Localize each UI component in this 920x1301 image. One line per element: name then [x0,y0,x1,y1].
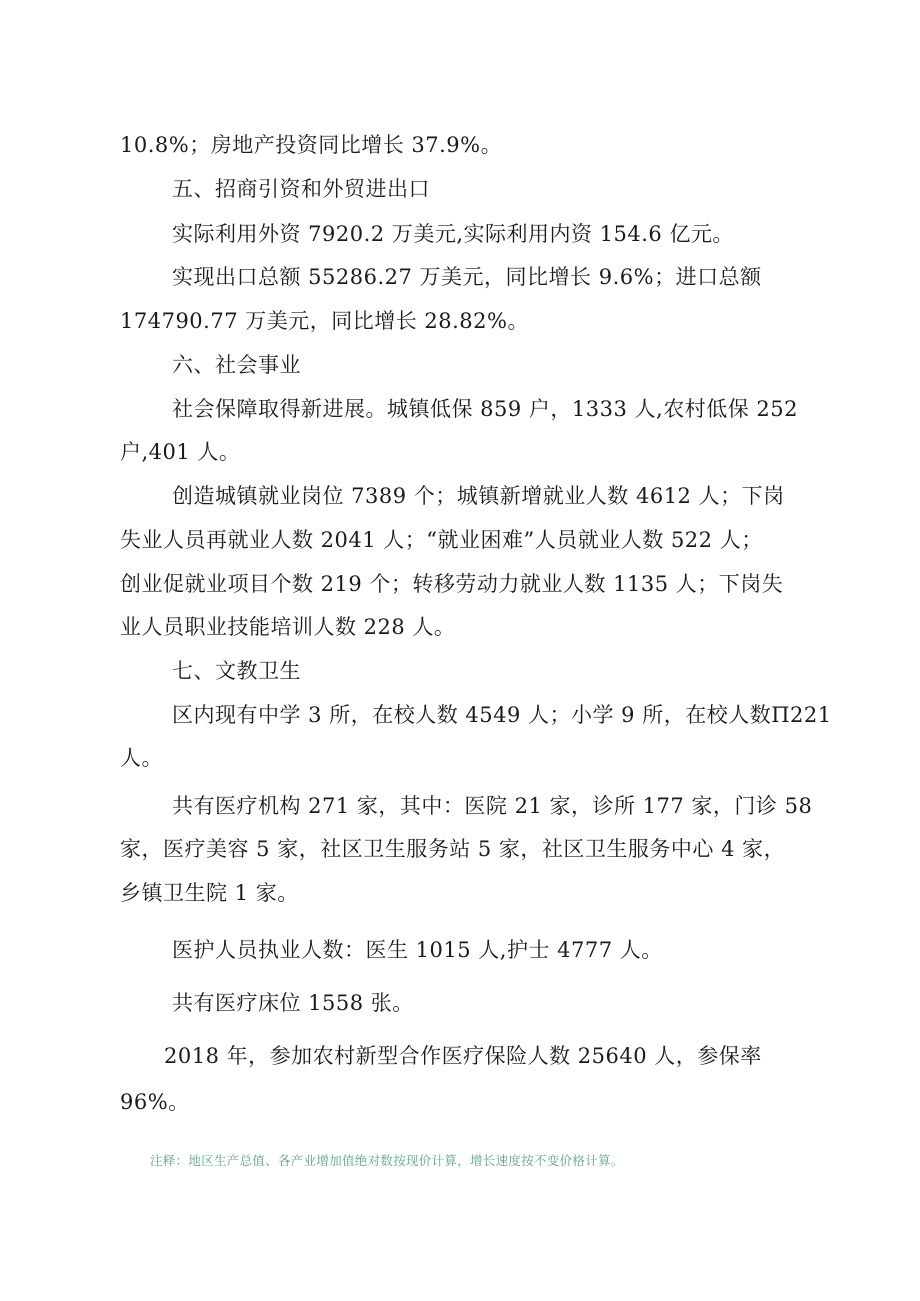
footnote: 注释：地区生产总值、各产业增加值绝对数按现价计算，增长速度按不变价格计算。 [150,1153,624,1168]
text-line: 2018 年，参加农村新型合作医疗保险人数 25640 人，参保率 [164,1044,762,1068]
text-line: 失业人员再就业人数 2041 人；“就业困难”人员就业人数 522 人； [120,528,763,552]
section-heading: 五、招商引资和外贸进出口 [172,177,430,201]
text-line: 业人员职业技能培训人数 228 人。 [120,615,456,639]
text-line: 174790.77 万美元，同比增长 28.82%。 [120,309,529,333]
text-line: 社会保障取得新进展。城镇低保 859 户，1333 人,农村低保 252 [172,397,798,421]
text-line: 区内现有中学 3 所，在校人数 4549 人；小学 9 所，在校人数Π221 [172,703,832,727]
text-line: 医护人员执业人数：医生 1015 人,护士 4777 人。 [172,938,663,962]
text-line: 共有医疗机构 271 家，其中：医院 21 家，诊所 177 家，门诊 58 [172,794,813,818]
text-line: 实现出口总额 55286.27 万美元，同比增长 9.6%；进口总额 [172,265,762,289]
text-line: 创业促就业项目个数 219 个；转移劳动力就业人数 1135 人；下岗失 [120,572,784,596]
section-heading: 七、文教卫生 [172,659,301,683]
text-line: 10.8%；房地产投资同比增长 37.9%。 [120,133,503,157]
section-heading: 六、社会事业 [172,353,301,377]
text-line: 共有医疗床位 1558 张。 [172,991,414,1015]
text-line: 人。 [120,746,163,770]
text-line: 家，医疗美容 5 家，社区卫生服务站 5 家，社区卫生服务中心 4 家， [120,837,786,861]
text-line: 96%。 [120,1090,190,1114]
text-line: 乡镇卫生院 1 家。 [120,881,299,905]
text-line: 创造城镇就业岗位 7389 个；城镇新增就业人数 4612 人；下岗 [172,484,785,508]
text-line: 户,401 人。 [120,440,241,464]
text-line: 实际利用外资 7920.2 万美元,实际利用内资 154.6 亿元。 [172,222,734,246]
